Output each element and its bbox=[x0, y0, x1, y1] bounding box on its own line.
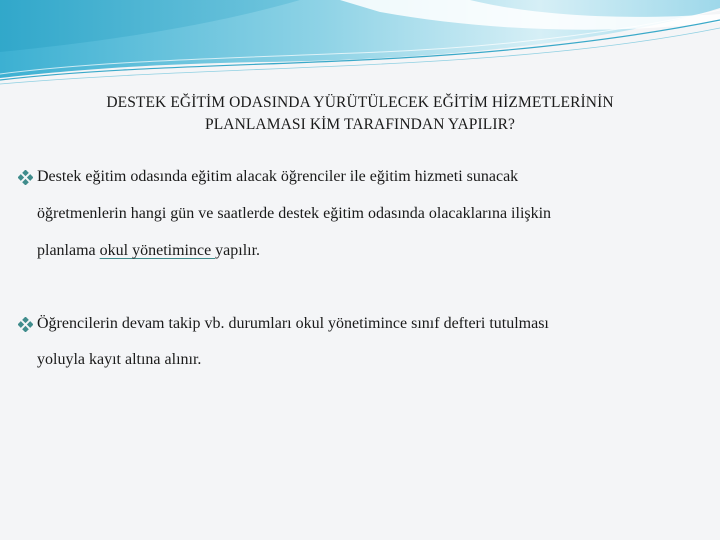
bullet-item-attendance bbox=[18, 313, 708, 385]
title-line-1: DESTEK EĞİTİM ODASINDA YÜRÜTÜLECEK EĞİTİM HİZMETLERİNİN bbox=[106, 94, 614, 111]
title-line-2: PLANLAMASI KİM TARAFINDAN YAPILIR? bbox=[204, 116, 515, 133]
diamond-quad-bullet-icon bbox=[18, 170, 33, 185]
bullet-1-underlined-text: okul yönetimince bbox=[99, 242, 216, 259]
header-wave-decoration bbox=[0, 0, 720, 90]
bullet-2-line-2: yoluyla kayıt altına alınır. bbox=[37, 351, 202, 368]
diamond-quad-bullet-icon bbox=[18, 317, 33, 332]
bullet-1-line-2: öğretmenlerin hangi gün ve saatlerde destek eğitim odasında olacaklarına ilişkin bbox=[37, 205, 552, 222]
bullet-1-line-1: Destek eğitim odasında eğitim alacak öğrenciler ile eğitim hizmeti sunacak bbox=[37, 168, 519, 185]
bullet-1-prefix: planlama bbox=[37, 242, 100, 259]
bullet-1-suffix: yapılır. bbox=[215, 242, 261, 259]
bullet-1-line-3 bbox=[37, 240, 708, 277]
bullet-2-line-1: Öğrencilerin devam takip vb. durumları okul yönetimince sınıf defteri tutulması bbox=[37, 315, 549, 332]
slide-title bbox=[30, 92, 690, 136]
bullet-item-planning bbox=[18, 166, 708, 277]
